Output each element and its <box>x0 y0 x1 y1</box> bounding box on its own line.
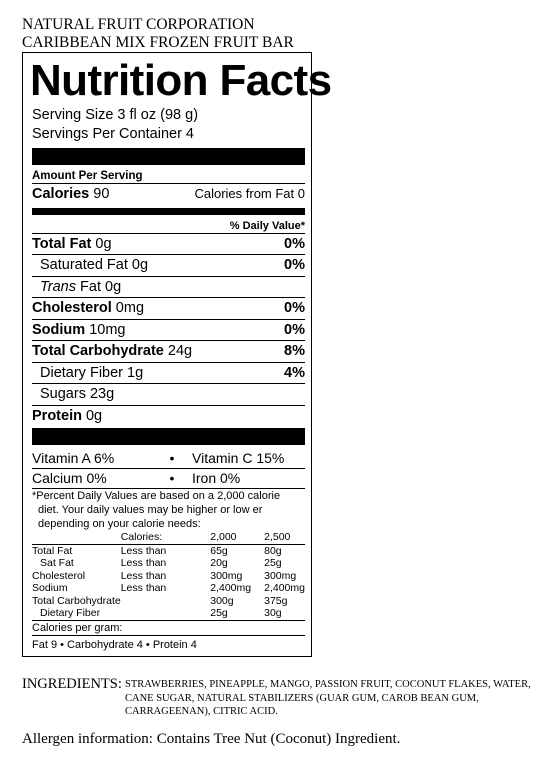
thick-divider <box>32 148 305 165</box>
bullet-separator: • <box>169 450 175 466</box>
bullet-separator: • <box>169 470 175 486</box>
table-row: Dietary Fiber 25g 30g <box>32 607 305 620</box>
calories-label: Calories <box>32 186 90 202</box>
nutrient-amount: Fat 0g <box>80 278 122 295</box>
nutrient-amount: 0g <box>95 235 112 252</box>
product-header <box>22 16 294 52</box>
amount-per-serving: Amount Per Serving <box>32 170 143 182</box>
serving-size: Serving Size 3 fl oz (98 g) <box>32 107 199 123</box>
nutrient-name: Total Carbohydrate <box>32 343 164 359</box>
nutrient-amount: 10mg <box>89 321 126 338</box>
medium-divider <box>32 208 305 215</box>
thick-divider <box>32 428 305 445</box>
nutrient-name: Sodium <box>32 321 86 338</box>
footnote-line: *Percent Daily Values are based on a 2,000 calorie <box>32 490 281 502</box>
nutrient-row-saturated-fat <box>32 254 305 276</box>
vitamin-a: Vitamin A 6% <box>32 450 115 466</box>
nutrient-amount: 1g <box>127 364 144 381</box>
calcium: Calcium 0% <box>32 470 107 486</box>
nutrient-dv: 8% <box>284 343 305 359</box>
vitamin-c: Vitamin C 15% <box>192 450 285 466</box>
nutrient-name: Sugars <box>40 386 86 402</box>
nutrient-name: Protein <box>32 407 82 424</box>
allergen-statement: Allergen information: Contains Tree Nut (Coconut) Ingredient. <box>22 731 401 747</box>
nutrient-amount: 0g <box>85 407 103 424</box>
table-row: Total Fat Less than 65g 80g <box>32 544 282 557</box>
nutrient-dv: 0% <box>284 235 305 252</box>
nutrient-row-cholesterol <box>32 297 305 319</box>
nutrient-row-sodium <box>32 319 305 341</box>
calories-per-gram-label: Calories per gram: <box>32 621 123 634</box>
nutrient-name: Total Fat <box>32 235 92 252</box>
nutrient-row-trans-fat <box>32 276 305 298</box>
nutrient-amount: 0g <box>131 257 149 273</box>
calories-value: 90 <box>93 186 110 202</box>
nutrient-row-dietary-fiber <box>32 362 305 384</box>
table-row: Sat Fat Less than 20g 25g <box>40 557 282 569</box>
nutrient-dv: 0% <box>284 300 305 316</box>
footnote-line: diet. Your daily values may be higher or low er <box>38 504 263 516</box>
calories-per-gram-values: Fat 9 • Carbohydrate 4 • Protein 4 <box>32 635 305 652</box>
nutrient-name: Saturated Fat <box>40 257 128 273</box>
servings-per-container: Servings Per Container 4 <box>32 126 194 142</box>
nutrient-row-protein <box>32 405 305 427</box>
nutrient-name: Cholesterol <box>32 300 112 316</box>
daily-value-header: % Daily Value* <box>229 219 305 232</box>
ingredients-label: INGREDIENTS: <box>22 676 122 692</box>
vitamin-row <box>32 449 305 468</box>
nutrient-dv: 0% <box>284 257 305 273</box>
ingredients-text: STRAWBERRIES, PINEAPPLE, MANGO, PASSION FRUIT, COCONUT FLAKES, WATER, CANE SUGAR, NATURAL STABILIZERS (GUAR GUM, CAROB BEAN GUM, CARRAGEENAN), CITRIC ACID. <box>125 679 531 717</box>
iron: Iron 0% <box>192 470 241 486</box>
manufacturer-name: NATURAL FRUIT CORPORATION <box>22 16 255 33</box>
product-name: CARIBBEAN MIX FROZEN FRUIT BAR <box>22 34 294 51</box>
footnote-line: depending on your calorie needs: <box>38 518 201 530</box>
table-header-row: Calories: 2,000 2,500 <box>32 531 305 544</box>
daily-value-table <box>32 531 305 621</box>
nutrition-facts-panel <box>22 52 332 657</box>
table-row: Sodium Less than 2,400mg 2,400mg <box>32 582 305 594</box>
daily-value-footnote <box>32 488 305 531</box>
nutrient-dv: 0% <box>284 321 305 338</box>
table-row: Cholesterol Less than 300mg 300mg <box>32 569 297 582</box>
nutrient-row-total-carbohydrate <box>32 340 305 362</box>
calories-row <box>32 183 305 205</box>
nutrient-name: Trans <box>40 278 76 295</box>
nutrient-amount: 24g <box>167 343 193 359</box>
calories-from-fat: Calories from Fat 0 <box>194 186 305 201</box>
nutrition-facts-title: Nutrition Facts <box>30 56 332 105</box>
mineral-row <box>32 468 305 488</box>
nutrient-dv: 4% <box>284 364 305 381</box>
nutrient-row-total-fat <box>32 233 305 255</box>
nutrient-amount: 0mg <box>115 300 145 316</box>
nutrient-name: Dietary Fiber <box>40 364 123 381</box>
table-row: Total Carbohydrate 300g 375g <box>32 594 288 607</box>
nutrient-amount: 23g <box>89 386 115 402</box>
nutrient-row-sugars <box>32 383 305 405</box>
